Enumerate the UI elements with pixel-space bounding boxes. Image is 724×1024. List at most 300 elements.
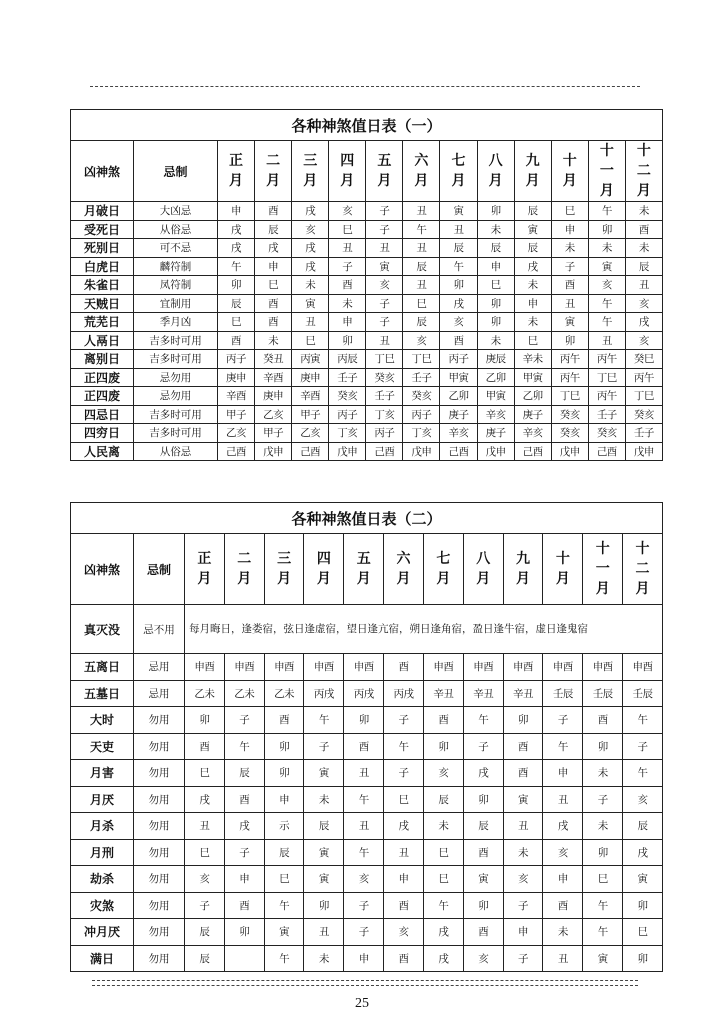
table-row — [71, 220, 663, 239]
cell-value: 子 — [224, 707, 264, 734]
table-row — [71, 405, 663, 424]
cell-value: 丙辰 — [329, 350, 366, 369]
row-ji: 勿用 — [134, 892, 185, 919]
cell-value: 子 — [366, 313, 403, 332]
row-ji: 宜制用 — [134, 294, 218, 313]
row-name: 人民离 — [71, 442, 134, 461]
cell-value: 丑 — [403, 239, 440, 258]
cell-value: 午 — [543, 733, 583, 760]
cell-value: 乙未 — [264, 680, 304, 707]
cell-value: 戌 — [292, 202, 329, 221]
cell-value: 戌 — [384, 813, 424, 840]
cell-value: 卯 — [304, 892, 344, 919]
cell-value: 庚申 — [255, 387, 292, 406]
cell-value: 卯 — [588, 220, 625, 239]
cell-value: 未 — [514, 313, 551, 332]
month-header-char: 十 — [599, 143, 614, 159]
month-header-char: 二 — [266, 153, 281, 169]
col-header-jizhi: 忌制 — [134, 141, 218, 202]
cell-value: 子 — [344, 892, 384, 919]
top-dashed-rule — [90, 86, 640, 87]
cell-value: 卯 — [264, 760, 304, 787]
cell-value: 戌 — [255, 239, 292, 258]
cell-value: 子 — [384, 760, 424, 787]
cell-value: 卯 — [623, 892, 663, 919]
cell-value: 辛未 — [514, 350, 551, 369]
cell-value: 戊申 — [551, 442, 588, 461]
cell-value: 丙午 — [551, 368, 588, 387]
month-header-char: 十 — [595, 541, 610, 557]
cell-value: 壬子 — [403, 368, 440, 387]
cell-value: 丙子 — [403, 405, 440, 424]
row-name: 人鬲日 — [71, 331, 134, 350]
cell-value: 申酉 — [344, 654, 384, 681]
cell-value: 辛亥 — [440, 424, 477, 443]
month-header-char: 月 — [516, 571, 531, 587]
row-name: 五离日 — [71, 654, 134, 681]
month-header — [625, 141, 662, 202]
row-name: 大时 — [71, 707, 134, 734]
month-header-char: 月 — [525, 173, 540, 189]
cell-value: 酉 — [583, 707, 623, 734]
cell-value: 申 — [329, 313, 366, 332]
cell-value: 亥 — [625, 294, 662, 313]
row-name: 四穷日 — [71, 424, 134, 443]
cell-value: 戌 — [185, 786, 225, 813]
table-row — [71, 387, 663, 406]
row-ji: 忌不用 — [134, 605, 185, 654]
shensha-table-1 — [70, 109, 663, 461]
cell-value: 辛酉 — [218, 387, 255, 406]
table-row — [71, 368, 663, 387]
month-header-char: 月 — [562, 173, 577, 189]
month-header — [514, 141, 551, 202]
cell-value: 戌 — [440, 294, 477, 313]
cell-value: 壬辰 — [543, 680, 583, 707]
cell-value: 丑 — [292, 313, 329, 332]
month-header-char: 三 — [277, 551, 292, 567]
cell-value: 辰 — [255, 220, 292, 239]
cell-value: 巳 — [514, 331, 551, 350]
cell-value: 辰 — [514, 202, 551, 221]
cell-value: 申 — [264, 786, 304, 813]
row-ji: 勿用 — [134, 813, 185, 840]
cell-value: 丙戌 — [384, 680, 424, 707]
table-row — [71, 786, 663, 813]
table-row — [71, 654, 663, 681]
cell-value: 己酉 — [514, 442, 551, 461]
cell-value: 卯 — [463, 786, 503, 813]
cell-value: 丙戌 — [344, 680, 384, 707]
cell-value: 丑 — [503, 813, 543, 840]
month-header-char: 六 — [414, 153, 429, 169]
month-header-char: 九 — [516, 551, 531, 567]
row-name: 月厌 — [71, 786, 134, 813]
cell-value: 午 — [384, 733, 424, 760]
table-row — [71, 257, 663, 276]
cell-value: 申 — [543, 760, 583, 787]
cell-value: 辰 — [264, 839, 304, 866]
cell-value: 丑 — [543, 945, 583, 972]
month-header-char: 月 — [229, 173, 244, 189]
cell-value: 丁巳 — [625, 387, 662, 406]
cell-value: 丑 — [384, 839, 424, 866]
cell-value: 巳 — [423, 866, 463, 893]
cell-value: 丑 — [366, 239, 403, 258]
cell-value: 午 — [264, 945, 304, 972]
cell-value: 申 — [218, 202, 255, 221]
month-header-char: 月 — [599, 183, 614, 199]
cell-value: 丑 — [329, 239, 366, 258]
cell-value: 寅 — [304, 839, 344, 866]
month-header — [255, 141, 292, 202]
table-1-header-row — [71, 141, 663, 202]
cell-value: 亥 — [344, 866, 384, 893]
row-name: 月刑 — [71, 839, 134, 866]
cell-value: 亥 — [625, 331, 662, 350]
table-row — [71, 331, 663, 350]
cell-value: 寅 — [551, 313, 588, 332]
row-ji: 从俗忌 — [134, 220, 218, 239]
cell-value: 乙未 — [185, 680, 225, 707]
cell-value: 辰 — [623, 813, 663, 840]
row-name: 朱雀日 — [71, 276, 134, 295]
cell-value: 申酉 — [304, 654, 344, 681]
cell-value: 癸亥 — [403, 387, 440, 406]
cell-value: 甲子 — [218, 405, 255, 424]
col-header-shensha: 凶神煞 — [71, 141, 134, 202]
cell-value: 未 — [625, 202, 662, 221]
cell-value: 庚子 — [440, 405, 477, 424]
cell-value: 子 — [224, 839, 264, 866]
cell-value: 子 — [366, 294, 403, 313]
month-header-char: 三 — [303, 153, 318, 169]
cell-value: 申 — [384, 866, 424, 893]
cell-value: 戌 — [218, 239, 255, 258]
row-ji: 凤符制 — [134, 276, 218, 295]
month-header-char: 月 — [396, 571, 411, 587]
cell-value: 子 — [503, 892, 543, 919]
row-ji: 忌勿用 — [134, 368, 218, 387]
cell-value: 己酉 — [292, 442, 329, 461]
cell-value: 寅 — [583, 945, 623, 972]
cell-value: 癸巳 — [625, 350, 662, 369]
cell-value: 未 — [255, 331, 292, 350]
month-header-char: 月 — [356, 571, 371, 587]
cell-value: 卯 — [477, 294, 514, 313]
cell-value: 亥 — [623, 786, 663, 813]
cell-value: 戊申 — [403, 442, 440, 461]
cell-value: 戊申 — [329, 442, 366, 461]
cell-value: 亥 — [440, 313, 477, 332]
cell-value: 示 — [264, 813, 304, 840]
cell-value: 巳 — [255, 276, 292, 295]
row-ji: 忌勿用 — [134, 387, 218, 406]
cell-value: 未 — [583, 760, 623, 787]
cell-value: 申酉 — [543, 654, 583, 681]
row-name: 正四废 — [71, 368, 134, 387]
cell-value: 申 — [224, 866, 264, 893]
month-header-char: 七 — [436, 551, 451, 567]
row-ji: 勿用 — [134, 919, 185, 946]
cell-value: 辰 — [403, 257, 440, 276]
cell-value: 未 — [514, 276, 551, 295]
cell-value: 巳 — [329, 220, 366, 239]
cell-value: 酉 — [463, 919, 503, 946]
row-name: 荒芜日 — [71, 313, 134, 332]
cell-value: 乙亥 — [292, 424, 329, 443]
cell-value: 巳 — [384, 786, 424, 813]
cell-value: 午 — [218, 257, 255, 276]
cell-value: 卯 — [218, 276, 255, 295]
month-header — [588, 141, 625, 202]
cell-value: 丁巳 — [403, 350, 440, 369]
table-row — [71, 813, 663, 840]
shensha-table-2 — [70, 502, 663, 972]
cell-value: 酉 — [384, 654, 424, 681]
cell-value: 丙子 — [440, 350, 477, 369]
cell-value: 未 — [304, 945, 344, 972]
row-name: 正四废 — [71, 387, 134, 406]
cell-value: 巳 — [623, 919, 663, 946]
cell-value: 未 — [477, 220, 514, 239]
cell-value: 卯 — [477, 202, 514, 221]
cell-value: 酉 — [463, 839, 503, 866]
cell-value: 未 — [583, 813, 623, 840]
cell-value: 戌 — [543, 813, 583, 840]
cell-value: 丑 — [551, 294, 588, 313]
row-ji: 从俗忌 — [134, 442, 218, 461]
cell-value: 丙子 — [329, 405, 366, 424]
cell-value: 未 — [503, 839, 543, 866]
cell-value: 申酉 — [423, 654, 463, 681]
row-ji: 大凶忌 — [134, 202, 218, 221]
table-2-header-row — [71, 534, 663, 605]
cell-value: 丑 — [440, 220, 477, 239]
cell-value: 壬子 — [588, 405, 625, 424]
row-name: 天吏 — [71, 733, 134, 760]
cell-value: 酉 — [185, 733, 225, 760]
cell-value: 卯 — [623, 945, 663, 972]
cell-value: 戊申 — [625, 442, 662, 461]
table-row — [71, 707, 663, 734]
cell-value: 子 — [366, 220, 403, 239]
row-ji: 勿用 — [134, 760, 185, 787]
row-name: 劫杀 — [71, 866, 134, 893]
month-header-char: 月 — [635, 581, 650, 597]
cell-value: 庚申 — [292, 368, 329, 387]
month-header-char: 二 — [237, 551, 252, 567]
cell-value: 申 — [477, 257, 514, 276]
cell-value: 戌 — [625, 313, 662, 332]
cell-value: 戌 — [218, 220, 255, 239]
cell-value: 子 — [384, 707, 424, 734]
table-row — [71, 424, 663, 443]
cell-value: 午 — [623, 760, 663, 787]
cell-value: 卯 — [185, 707, 225, 734]
cell-value: 丁亥 — [366, 405, 403, 424]
cell-value: 丙午 — [551, 350, 588, 369]
cell-value: 壬子 — [366, 387, 403, 406]
table-row — [71, 442, 663, 461]
cell-value: 酉 — [503, 733, 543, 760]
month-header-char: 十 — [562, 153, 577, 169]
cell-value: 寅 — [463, 866, 503, 893]
month-header — [292, 141, 329, 202]
row-name: 白虎日 — [71, 257, 134, 276]
cell-value: 庚申 — [218, 368, 255, 387]
cell-value: 寅 — [440, 202, 477, 221]
row-ji: 吉多时可用 — [134, 331, 218, 350]
table-row — [71, 239, 663, 258]
cell-value: 卯 — [264, 733, 304, 760]
month-header — [423, 534, 463, 605]
row-ji: 吉多时可用 — [134, 350, 218, 369]
month-header-char: 六 — [396, 551, 411, 567]
cell-value: 未 — [423, 813, 463, 840]
cell-value: 午 — [224, 733, 264, 760]
cell-value: 亥 — [384, 919, 424, 946]
cell-value: 辰 — [477, 239, 514, 258]
month-header-char: 十 — [555, 551, 570, 567]
cell-value: 丑 — [366, 331, 403, 350]
cell-value: 午 — [588, 313, 625, 332]
cell-value: 午 — [588, 202, 625, 221]
cell-value: 卯 — [477, 313, 514, 332]
cell-value: 庚子 — [477, 424, 514, 443]
row-name: 死别日 — [71, 239, 134, 258]
row-name: 受死日 — [71, 220, 134, 239]
cell-value: 丑 — [185, 813, 225, 840]
month-header-char: 正 — [197, 551, 212, 567]
month-header — [304, 534, 344, 605]
cell-value: 巳 — [292, 331, 329, 350]
cell-value: 戊申 — [255, 442, 292, 461]
cell-value: 午 — [440, 257, 477, 276]
cell-value: 戌 — [623, 839, 663, 866]
cell-value: 丁亥 — [329, 424, 366, 443]
cell-value: 乙卯 — [477, 368, 514, 387]
table-1-title: 各种神煞值日表（一） — [71, 110, 663, 141]
cell-value: 午 — [583, 919, 623, 946]
table-row — [71, 680, 663, 707]
cell-value: 申酉 — [264, 654, 304, 681]
cell-value: 午 — [588, 294, 625, 313]
cell-value: 巳 — [423, 839, 463, 866]
cell-value: 酉 — [255, 313, 292, 332]
cell-value: 亥 — [503, 866, 543, 893]
cell-value: 辛亥 — [514, 424, 551, 443]
cell-value: 巳 — [403, 294, 440, 313]
cell-value: 戌 — [423, 945, 463, 972]
cell-value: 寅 — [264, 919, 304, 946]
cell-value: 卯 — [503, 707, 543, 734]
row-name: 天贼日 — [71, 294, 134, 313]
cell-value: 丑 — [304, 919, 344, 946]
cell-value: 亥 — [423, 760, 463, 787]
cell-value: 卯 — [551, 331, 588, 350]
month-header-char: 二 — [635, 561, 650, 577]
row-name: 四忌日 — [71, 405, 134, 424]
cell-value: 酉 — [384, 892, 424, 919]
cell-value: 子 — [185, 892, 225, 919]
month-header-char: 月 — [377, 173, 392, 189]
cell-value: 寅 — [304, 760, 344, 787]
cell-value: 申 — [255, 257, 292, 276]
cell-value: 乙亥 — [218, 424, 255, 443]
cell-value: 丑 — [625, 276, 662, 295]
cell-value: 癸丑 — [255, 350, 292, 369]
row-name: 五墓日 — [71, 680, 134, 707]
table-row — [71, 945, 663, 972]
cell-value: 酉 — [543, 892, 583, 919]
month-header — [218, 141, 255, 202]
cell-value: 癸亥 — [366, 368, 403, 387]
cell-value: 未 — [304, 786, 344, 813]
table-row — [71, 892, 663, 919]
cell-value: 未 — [588, 239, 625, 258]
bottom-double-dashed-rule — [92, 980, 638, 986]
month-header — [623, 534, 663, 605]
cell-value: 子 — [623, 733, 663, 760]
month-header-char: 八 — [476, 551, 491, 567]
cell-value: 卯 — [423, 733, 463, 760]
cell-value: 申 — [514, 294, 551, 313]
month-header-char: 十 — [636, 143, 651, 159]
month-header — [583, 534, 623, 605]
cell-value: 子 — [304, 733, 344, 760]
month-header-char: 月 — [414, 173, 429, 189]
cell-value: 卯 — [329, 331, 366, 350]
month-header — [543, 534, 583, 605]
month-header — [440, 141, 477, 202]
cell-value: 戌 — [224, 813, 264, 840]
cell-value: 巳 — [218, 313, 255, 332]
row-name: 月杀 — [71, 813, 134, 840]
cell-value: 辛亥 — [477, 405, 514, 424]
cell-value: 寅 — [514, 220, 551, 239]
table-row — [71, 294, 663, 313]
row-ji: 勿用 — [134, 945, 185, 972]
cell-value: 酉 — [344, 733, 384, 760]
row-ji: 麟符制 — [134, 257, 218, 276]
month-header-char: 月 — [451, 173, 466, 189]
col-header-shensha: 凶神煞 — [71, 534, 134, 605]
cell-value: 辛丑 — [423, 680, 463, 707]
month-header-char: 月 — [303, 173, 318, 189]
cell-value: 巳 — [583, 866, 623, 893]
cell-value: 壬子 — [625, 424, 662, 443]
cell-value: 午 — [463, 707, 503, 734]
cell-value: 丁亥 — [403, 424, 440, 443]
cell-value: 申酉 — [583, 654, 623, 681]
row-name: 月破日 — [71, 202, 134, 221]
row-name: 月害 — [71, 760, 134, 787]
cell-value: 乙亥 — [255, 405, 292, 424]
cell-value: 丁巳 — [551, 387, 588, 406]
table-row — [71, 866, 663, 893]
month-header-char: 二 — [636, 163, 651, 179]
cell-value: 辰 — [185, 919, 225, 946]
table-row — [71, 733, 663, 760]
cell-value: 酉 — [224, 892, 264, 919]
cell-value: 酉 — [329, 276, 366, 295]
cell-value: 丙子 — [366, 424, 403, 443]
cell-value: 午 — [623, 707, 663, 734]
note-row — [71, 605, 663, 654]
cell-value: 寅 — [292, 294, 329, 313]
cell-value: 卯 — [344, 707, 384, 734]
